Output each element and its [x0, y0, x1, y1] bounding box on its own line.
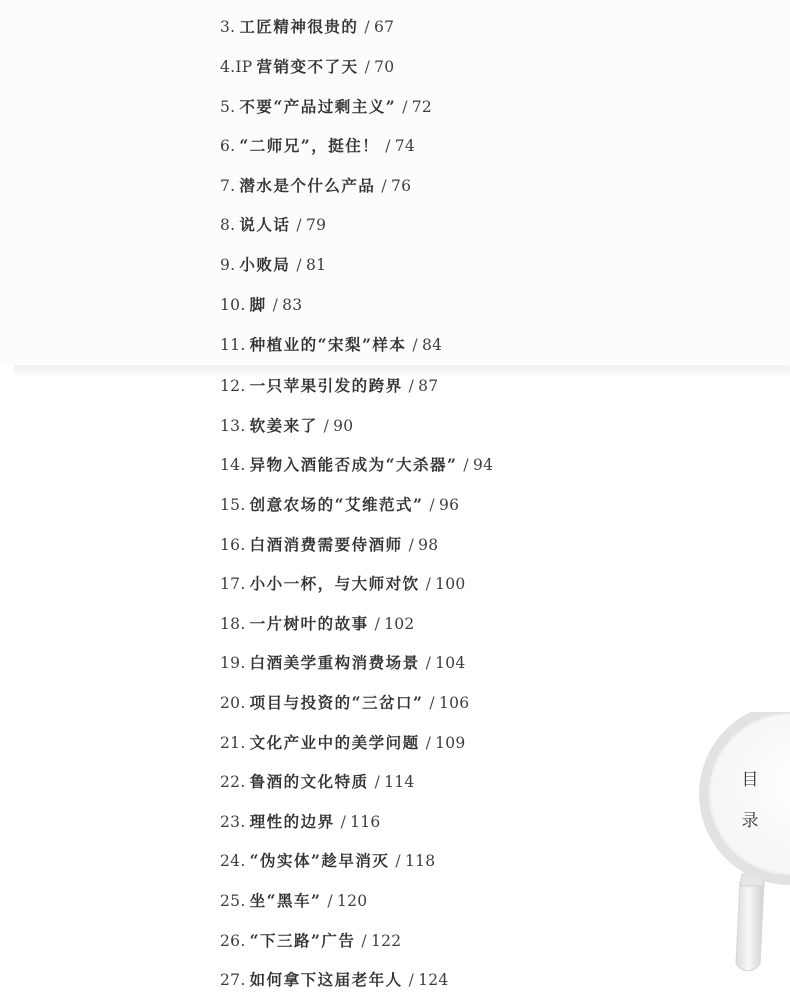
- toc-entry-separator: /: [364, 58, 371, 76]
- toc-entry-number: 5.: [220, 98, 236, 116]
- toc-entry[interactable]: [220, 531, 438, 559]
- toc-entry-page-number: 116: [350, 813, 381, 831]
- toc-entry-separator: /: [429, 496, 435, 514]
- toc-entry-separator: /: [296, 216, 302, 234]
- toc-entry-number: 19.: [220, 654, 246, 672]
- magnifier-label-line2: 录: [741, 811, 759, 831]
- toc-entry-page-number: 72: [411, 98, 433, 116]
- toc-entry-page-number: 87: [418, 377, 439, 395]
- toc-entry-separator: /: [272, 296, 279, 314]
- toc-entry-title: 一片树叶的故事: [249, 614, 369, 633]
- toc-entry-page-number: 120: [336, 892, 368, 910]
- toc-entry-number: 23.: [220, 813, 246, 831]
- toc-entry-number: 12.: [220, 377, 246, 395]
- toc-entry[interactable]: [220, 412, 353, 440]
- toc-entry-title: 坐“黑车”: [249, 891, 322, 910]
- toc-entry[interactable]: [220, 649, 466, 677]
- toc-entry-page-number: 100: [435, 575, 466, 593]
- toc-entry-separator: /: [361, 932, 367, 950]
- toc-entry[interactable]: [220, 53, 394, 81]
- toc-entry[interactable]: [220, 927, 401, 955]
- toc-entry-title: 营销变不了天: [256, 57, 359, 76]
- toc-entry-title: “二师兄”，挺住！: [239, 136, 380, 155]
- toc-entry-page-number: 81: [305, 256, 327, 274]
- toc-entry[interactable]: [220, 372, 438, 400]
- toc-entry-number: 18.: [220, 615, 246, 633]
- toc-entry-number: 26.: [220, 932, 246, 950]
- toc-entry-page-number: 109: [435, 734, 466, 752]
- toc-entry-separator: /: [408, 971, 415, 989]
- toc-entry-page-number: 124: [418, 971, 449, 989]
- toc-entry-separator: /: [429, 694, 435, 712]
- toc-entry[interactable]: [220, 251, 326, 279]
- toc-entry-page-number: 122: [370, 932, 402, 950]
- toc-entry-page-number: 98: [418, 536, 439, 554]
- toc-entry-page-number: 94: [472, 456, 494, 474]
- toc-entry-separator: /: [296, 256, 302, 274]
- toc-entry-number: 9.: [220, 256, 236, 274]
- toc-entry[interactable]: [220, 331, 442, 359]
- toc-entry[interactable]: [220, 132, 415, 160]
- toc-entry-separator: /: [323, 417, 330, 435]
- toc-entry-page-number: 70: [374, 58, 395, 76]
- toc-entry-number: 21.: [220, 734, 246, 752]
- toc-entry-page-number: 79: [305, 216, 327, 234]
- toc-entry-title: 小败局: [239, 255, 291, 274]
- toc-entry[interactable]: [220, 291, 302, 319]
- toc-entry-number: 7.: [220, 177, 236, 195]
- toc-entry-separator: /: [374, 773, 381, 791]
- toc-entry-page-number: 118: [404, 852, 436, 870]
- toc-entry-title: 软姜来了: [249, 416, 318, 435]
- toc-entry-number: 6.: [220, 137, 236, 155]
- toc-entry-number: 20.: [220, 694, 246, 712]
- toc-entry-title: 种植业的“宋梨”样本: [249, 335, 407, 354]
- toc-entry-page-number: 83: [282, 296, 303, 314]
- toc-entry-separator: /: [374, 615, 381, 633]
- toc-entry-title: 理性的边界: [249, 812, 335, 831]
- toc-entry-title: 不要“产品过剩主义”: [239, 97, 397, 116]
- magnifier-label-line1: 目: [741, 770, 759, 790]
- toc-entry-page-number: 90: [333, 417, 354, 435]
- toc-entry-separator: /: [408, 377, 415, 395]
- toc-entry[interactable]: [220, 451, 493, 479]
- toc-entry-number: 16.: [220, 536, 246, 554]
- toc-entry-title: 小小一杯，与大师对饮: [249, 574, 420, 593]
- toc-entry-page-number: 114: [384, 773, 415, 791]
- toc-entry-number: 15.: [220, 496, 246, 514]
- toc-entry-number: 10.: [220, 296, 246, 314]
- toc-entry[interactable]: [220, 211, 326, 239]
- toc-entry-page-number: 67: [373, 18, 395, 36]
- toc-entry[interactable]: [220, 93, 432, 121]
- toc-entry-title: 说人话: [239, 215, 291, 234]
- toc-entry-number: 13.: [220, 417, 246, 435]
- toc-entry-separator: /: [408, 536, 415, 554]
- toc-entry-title: “下三路”广告: [249, 931, 356, 950]
- toc-entry-separator: /: [381, 177, 387, 195]
- toc-entry-separator: /: [395, 852, 401, 870]
- toc-entry-page-number: 84: [421, 336, 443, 354]
- toc-entry[interactable]: [220, 689, 469, 717]
- toc-entry-number: 3.: [220, 18, 236, 36]
- toc-entry-number: 24.: [220, 852, 246, 870]
- toc-entry-title: “伪实体”趁早消灭: [249, 851, 390, 870]
- toc-entry-title: 白酒美学重构消费场景: [249, 653, 420, 672]
- toc-entry-title: 如何拿下这届老年人: [249, 970, 403, 989]
- toc-entry[interactable]: [220, 172, 411, 200]
- toc-entry[interactable]: [220, 610, 415, 638]
- toc-entry[interactable]: [220, 808, 381, 836]
- toc-entry-number: 17.: [220, 575, 246, 593]
- toc-entry-number: 27.: [220, 971, 246, 989]
- toc-entry-number: 4.IP: [220, 58, 253, 76]
- toc-entry[interactable]: [220, 13, 394, 41]
- toc-entry-title: 脚: [249, 295, 267, 314]
- toc-entry-number: 14.: [220, 456, 246, 474]
- toc-entry-page-number: 74: [394, 137, 416, 155]
- toc-entry-title: 文化产业中的美学问题: [249, 733, 420, 752]
- toc-entry-number: 8.: [220, 216, 236, 234]
- toc-entry[interactable]: [220, 768, 415, 796]
- toc-entry-page-number: 106: [438, 694, 470, 712]
- toc-entry-title: 白酒消费需要侍酒师: [249, 535, 403, 554]
- toc-entry-separator: /: [385, 137, 391, 155]
- toc-entry-separator: /: [463, 456, 469, 474]
- toc-entry-title: 项目与投资的“三岔口”: [249, 693, 424, 712]
- toc-entry-page-number: 102: [384, 615, 415, 633]
- toc-entry-separator: /: [364, 18, 370, 36]
- toc-entry-separator: /: [327, 892, 333, 910]
- toc-entry-title: 鲁酒的文化特质: [249, 772, 369, 791]
- toc-entry-title: 创意农场的“艾维范式”: [249, 495, 424, 514]
- toc-entry[interactable]: [220, 847, 435, 875]
- toc-entry-title: 潜水是个什么产品: [239, 176, 376, 195]
- magnifier-icon: [690, 712, 790, 982]
- toc-entry-separator: /: [412, 336, 418, 354]
- toc-entry-title: 工匠精神很贵的: [239, 17, 359, 36]
- toc-entry-separator: /: [425, 734, 432, 752]
- toc-entry-title: 异物入酒能否成为“大杀器”: [249, 455, 458, 474]
- toc-entry-title: 一只苹果引发的跨界: [249, 376, 403, 395]
- toc-entry-separator: /: [425, 575, 432, 593]
- toc-entry-number: 25.: [220, 892, 246, 910]
- toc-entry-separator: /: [340, 813, 347, 831]
- toc-entry-page-number: 96: [438, 496, 460, 514]
- toc-entry-number: 22.: [220, 773, 246, 791]
- toc-entry[interactable]: [220, 966, 449, 994]
- toc-entry[interactable]: [220, 570, 466, 598]
- toc-entry-separator: /: [425, 654, 432, 672]
- toc-entry[interactable]: [220, 729, 466, 757]
- toc-entry-separator: /: [402, 98, 408, 116]
- toc-entry-page-number: 104: [435, 654, 466, 672]
- toc-entry-page-number: 76: [390, 177, 412, 195]
- toc-entry[interactable]: [220, 887, 367, 915]
- toc-entry[interactable]: [220, 491, 459, 519]
- toc-entry-number: 11.: [220, 336, 246, 354]
